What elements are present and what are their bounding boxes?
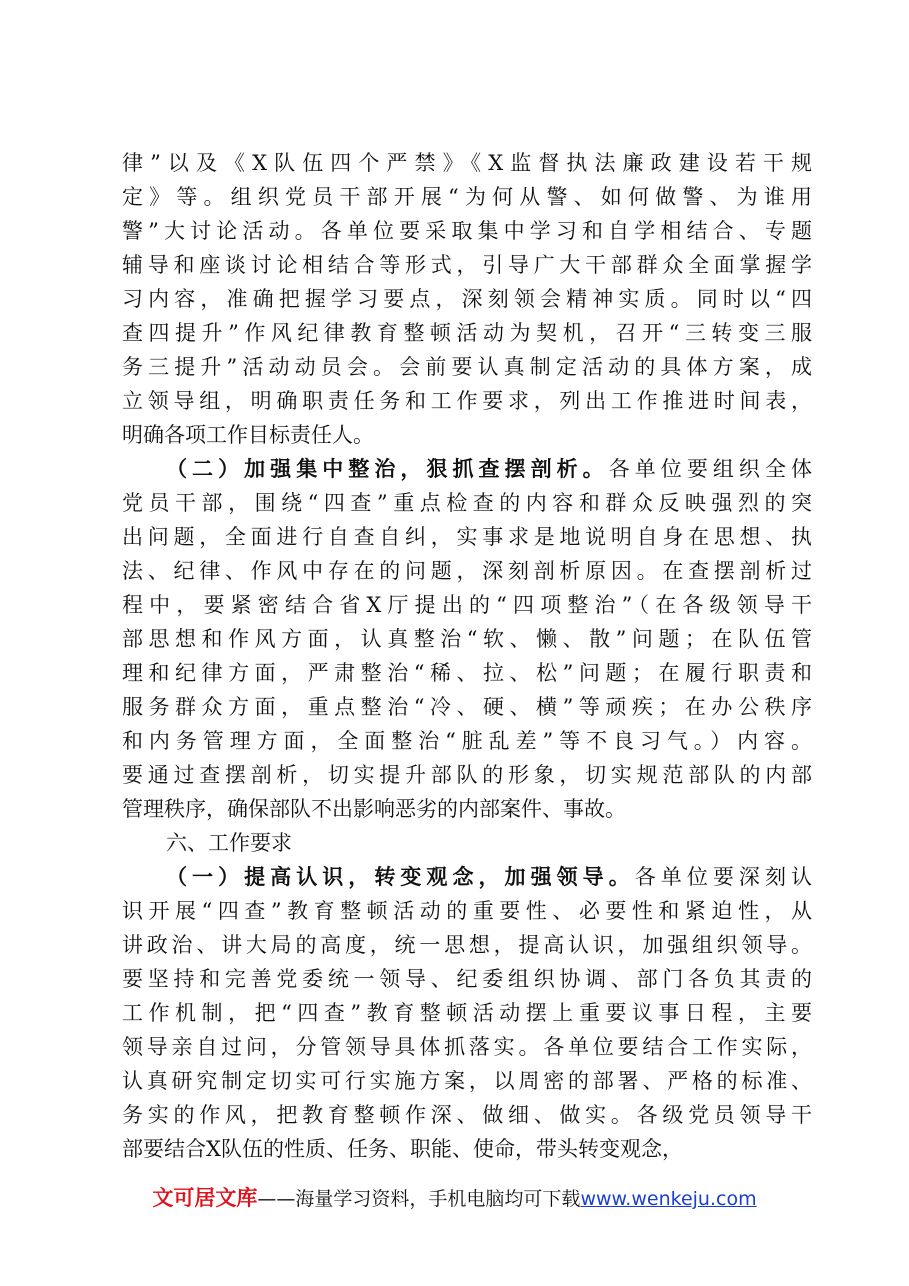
text-line: 和内务管理方面，全面整治“脏乱差”等不良习气。）内容。 (122, 729, 812, 753)
text-line: 党员干部，围绕“四查”重点检查的内容和群众反映强烈的突 (122, 491, 812, 515)
text-line: 出问题，全面进行自查自纠，实事求是地说明自身在思想、执 (122, 525, 812, 549)
text-line: 务实的作风，把教育整顿作深、做细、做实。各级党员领导干 (122, 1103, 812, 1127)
text-run: 各单位要组织全体 (608, 457, 813, 481)
text-line: 识开展“四查”教育整顿活动的重要性、必要性和紧迫性，从 (122, 899, 812, 923)
text-line: 务三提升”活动动员会。会前要认真制定活动的具体方案，成 (122, 355, 812, 379)
text-line: 部要结合X队伍的性质、任务、职能、使命，带头转变观念， (122, 1137, 683, 1161)
text-line: 服务群众方面，重点整治“冷、硬、横”等顽疾；在办公秩序 (122, 695, 812, 719)
text-line: 程中，要紧密结合省X厅提出的“四项整治”（在各级领导干 (122, 593, 812, 617)
text-line: 要通过查摆剖析，切实提升部队的形象，切实规范部队的内部 (122, 763, 812, 787)
text-line: 理和纪律方面，严肃整治“稀、拉、松”问题；在履行职责和 (122, 661, 812, 685)
text-line: 习内容，准确把握学习要点，深刻领会精神实质。同时以“四 (122, 287, 812, 311)
text-line: 部思想和作风方面，认真整治“软、懒、散”问题；在队伍管 (122, 627, 812, 651)
section-lead: （二）加强集中整治，狠抓查摆剖析。 (166, 456, 609, 481)
paragraph (122, 146, 812, 452)
text-line: 领导亲自过问，分管领导具体抓落实。各单位要结合工作实际， (122, 1035, 812, 1059)
text-line (122, 860, 812, 894)
paragraph (122, 452, 812, 826)
text-line: 要坚持和完善党委统一领导、纪委组织协调、部门各负其责的 (122, 967, 812, 991)
text-line: 律”以及《X队伍四个严禁》《X监督执法廉政建设若干规 (122, 151, 812, 175)
text-line: 辅导和座谈讨论相结合等形式，引导广大干部群众全面掌握学 (122, 253, 812, 277)
text-line: 法、纪律、作风中存在的问题，深刻剖析原因。在查摆剖析过 (122, 559, 812, 583)
text-line: 管理秩序，确保部队不出影响恶劣的内部案件、事故。 (122, 797, 626, 821)
text-line: 查四提升”作风纪律教育整顿活动为契机，召开“三转变三服 (122, 321, 812, 345)
site-link[interactable]: www.wenkeju.com (580, 1188, 757, 1210)
text-line: 警”大讨论活动。各单位要采取集中学习和自学相结合、专题 (122, 219, 812, 243)
text-line: 工作机制，把“四查”教育整顿活动摆上重要议事日程，主要 (122, 1001, 812, 1025)
section-lead: （一）提高认识，转变观念，加强领导。 (166, 864, 635, 889)
text-line: 讲政治、讲大局的高度，统一思想，提高认识，加强组织领导。 (122, 933, 812, 957)
brand-name: 文可居文库 (152, 1186, 258, 1210)
text-line: 认真研究制定切实可行实施方案，以周密的部署、严格的标准、 (122, 1069, 812, 1093)
text-run: 各单位要深刻认 (634, 865, 812, 889)
document-body (122, 146, 812, 1166)
footer-banner (0, 1182, 909, 1212)
footer-slogan: ——海量学习资料，手机电脑均可下载 (257, 1188, 581, 1210)
text-line: 定》等。组织党员干部开展“为何从警、如何做警、为谁用 (122, 185, 812, 209)
text-line (122, 452, 812, 486)
section-heading: 六、工作要求 (166, 831, 292, 855)
text-line: 立领导组，明确职责任务和工作要求，列出工作推进时间表， (122, 389, 812, 413)
paragraph (122, 860, 812, 1166)
text-line: 明确各项工作目标责任人。 (122, 423, 374, 447)
